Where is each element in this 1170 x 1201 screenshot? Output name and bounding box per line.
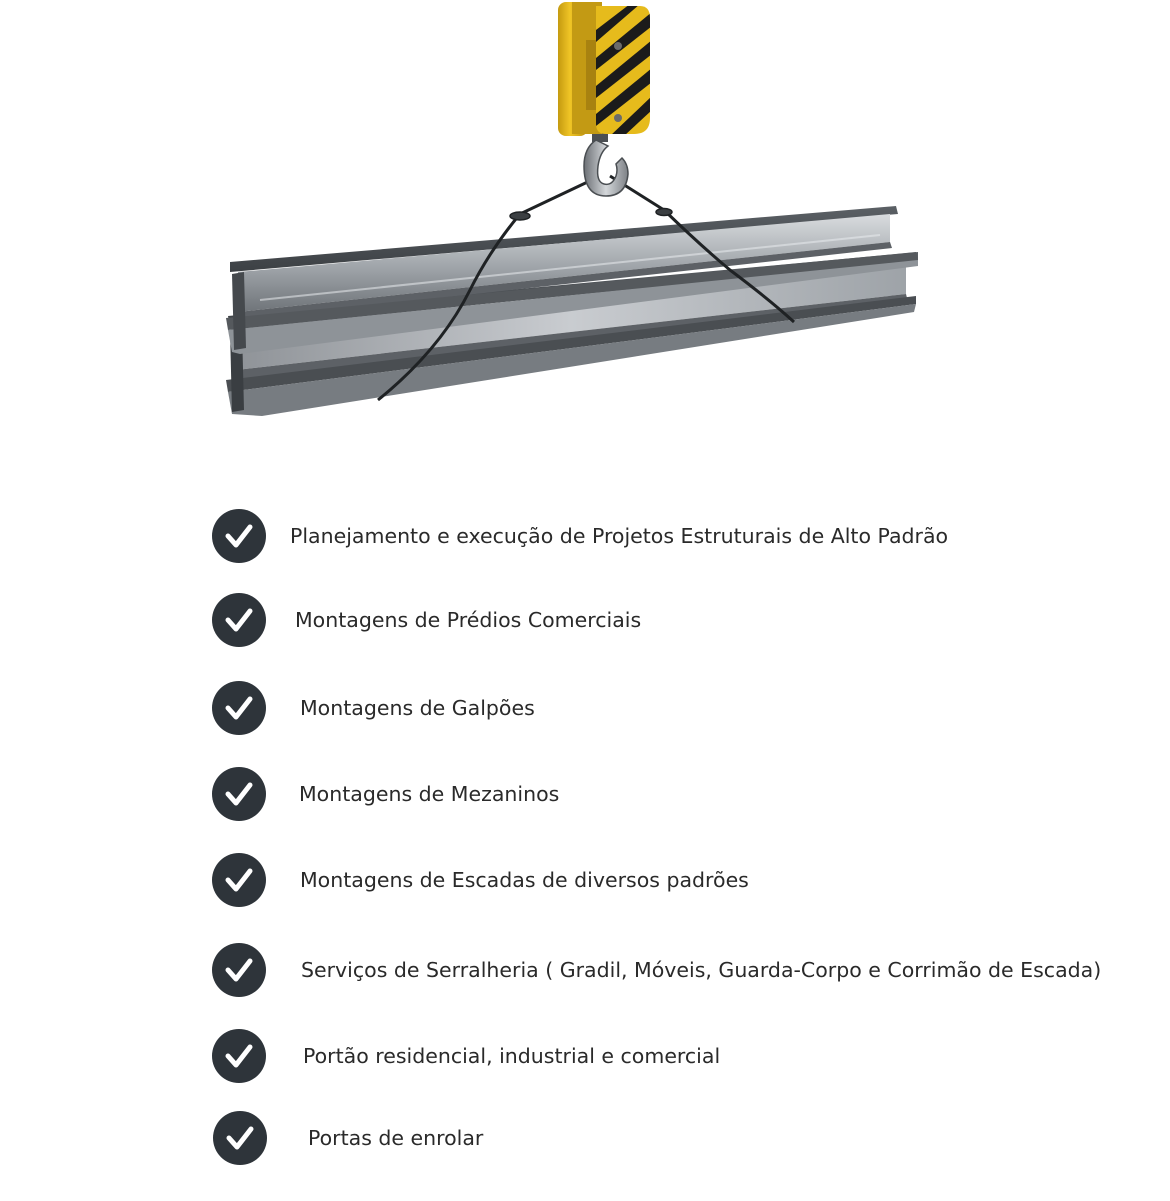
checkmark-circle-icon	[212, 681, 266, 735]
service-item-portas-enrolar	[213, 1110, 483, 1166]
service-label: Montagens de Prédios Comerciais	[295, 608, 642, 632]
service-label: Montagens de Galpões	[300, 696, 535, 720]
service-label: Montagens de Escadas de diversos padrões	[300, 868, 749, 892]
service-label: Serviços de Serralheria ( Gradil, Móveis, Guarda-Corpo e Corrimão de Escada)	[301, 958, 1102, 982]
service-item-projetos-estruturais	[212, 508, 948, 564]
checkmark-circle-icon	[212, 943, 266, 997]
service-label: Portas de enrolar	[308, 1126, 484, 1150]
checkmark-circle-icon	[212, 509, 266, 563]
service-label: Portão residencial, industrial e comercial	[303, 1044, 721, 1068]
checkmark-circle-icon	[212, 593, 266, 647]
service-label: Montagens de Mezaninos	[299, 782, 560, 806]
service-label: Planejamento e execução de Projetos Estruturais de Alto Padrão	[290, 524, 949, 548]
service-item-mezaninos	[212, 766, 559, 822]
service-item-serralheria	[212, 942, 1101, 998]
service-item-portao	[212, 1028, 720, 1084]
checkmark-circle-icon	[212, 853, 266, 907]
checkmark-circle-icon	[212, 1029, 266, 1083]
service-item-escadas	[212, 852, 749, 908]
service-item-galpoes	[212, 680, 535, 736]
checkmark-circle-icon	[213, 1111, 267, 1165]
checkmark-circle-icon	[212, 767, 266, 821]
service-item-predios-comerciais	[212, 592, 641, 648]
